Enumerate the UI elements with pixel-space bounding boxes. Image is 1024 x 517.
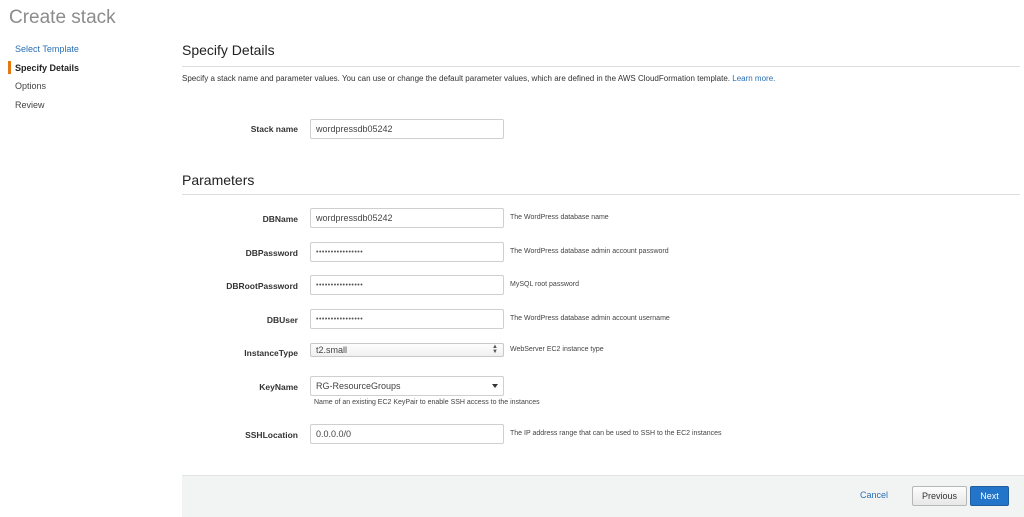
dbuser-help: The WordPress database admin account username [510,315,670,322]
up-down-arrows-icon: ▲ ▼ [492,344,498,355]
parameters-heading: Parameters [182,172,255,188]
stack-name-label: Stack name [250,124,298,134]
keyname-select[interactable] [310,376,504,396]
dbuser-label: DBUser [266,315,298,325]
keyname-label: KeyName [259,382,298,392]
sshlocation-input[interactable] [310,424,504,444]
caret-down-icon [492,384,498,388]
wizard-steps [15,43,79,117]
step-review: Review [15,99,45,110]
specify-details-divider [182,66,1020,67]
wizard-footer [182,475,1024,517]
dbrootpassword-label: DBRootPassword [226,281,298,291]
cancel-button[interactable]: Cancel [859,490,888,500]
parameters-divider [182,194,1020,195]
dbpassword-input[interactable] [310,242,504,262]
dbpassword-help: The WordPress database admin account password [510,248,669,255]
dbpassword-label: DBPassword [245,248,298,258]
instancetype-label: InstanceType [244,348,298,358]
dbname-help: The WordPress database name [510,214,609,221]
dbrootpassword-help: MySQL root password [510,281,579,288]
step-options: Options [15,81,47,91]
step-select-template[interactable]: Select Template [15,44,79,54]
dbuser-input[interactable] [310,309,504,329]
instancetype-select[interactable] [310,343,504,357]
instancetype-value: t2.small [316,345,348,355]
learn-more-link[interactable]: Learn more. [732,74,776,83]
instancetype-help: WebServer EC2 instance type [510,346,604,353]
active-step-marker [8,61,11,74]
dbname-label: DBName [262,214,298,224]
page-title: Create stack [9,7,116,28]
keyname-help: Name of an existing EC2 KeyPair to enable SSH access to the instances [314,399,540,406]
intro-text [182,74,775,83]
dbrootpassword-input[interactable] [310,275,504,295]
stack-name-input[interactable] [310,119,504,139]
previous-button[interactable]: Previous [912,486,967,506]
step-specify-details[interactable]: Specify Details [15,62,80,73]
next-button[interactable]: Next [970,486,1009,506]
specify-details-heading: Specify Details [182,42,275,58]
sshlocation-help: The IP address range that can be used to SSH to the EC2 instances [510,430,722,437]
sshlocation-label: SSHLocation [245,430,298,440]
dbname-input[interactable] [310,208,504,228]
keyname-value: RG-ResourceGroups [316,381,401,391]
intro-description: Specify a stack name and parameter values. You can use or change the default parameter values, which are defined in the AWS CloudFormation template. [182,74,733,83]
